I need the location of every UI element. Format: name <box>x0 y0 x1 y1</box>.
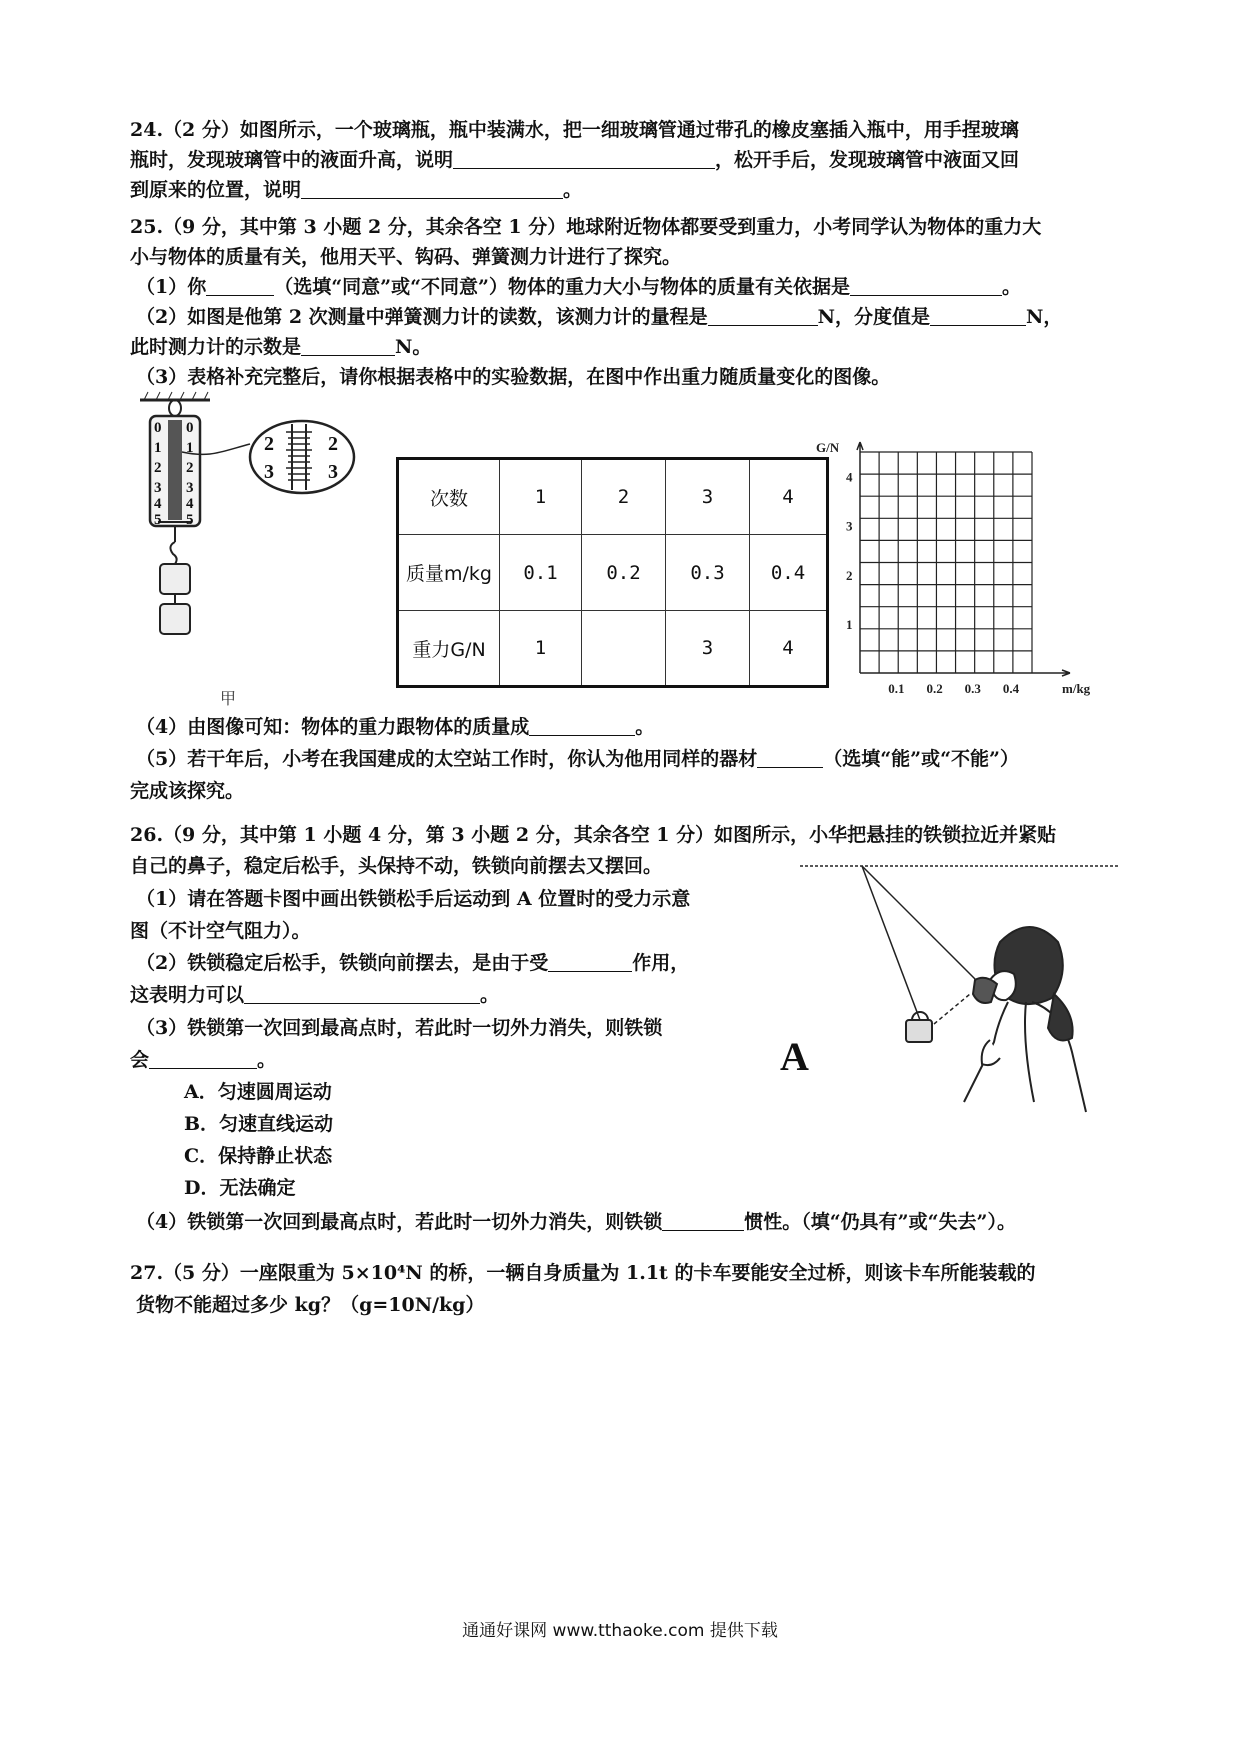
table-cell: 4 <box>750 611 828 687</box>
y-axis <box>857 442 863 673</box>
scale-number: 0 <box>154 420 162 436</box>
table-cell: 0.2 <box>582 535 666 611</box>
y-tick-label: 2 <box>846 567 853 583</box>
chart-axes <box>857 442 1070 676</box>
girl-with-lock-icon <box>800 866 1120 1112</box>
y-tick-label: 3 <box>846 518 853 534</box>
scale-number: 4 <box>154 496 162 512</box>
q25-text: （2）如图是他第 2 次测量中弹簧测力计的读数，该测力计的量程是 <box>136 306 708 328</box>
table-row <box>398 535 828 611</box>
spring-balance-figure <box>140 392 400 722</box>
q24-text: ，松开手后，发现玻璃管中液面又回 <box>715 149 1020 171</box>
scale-number: 2 <box>154 460 162 476</box>
q24-blank-1[interactable] <box>453 148 715 169</box>
q26-part3-cont <box>130 1045 276 1075</box>
table-row <box>398 611 828 687</box>
q26-part2 <box>136 948 689 978</box>
y-axis-label: G/N <box>816 440 840 455</box>
q26-text: （2）铁锁稳定后松手，铁锁向前摆去，是由于受 <box>136 952 549 974</box>
q26-part3: （3）铁锁第一次回到最高点时，若此时一切外力消失，则铁锁 <box>136 1017 663 1039</box>
scale-number: 4 <box>186 496 194 512</box>
zoom-label: 2 <box>328 433 338 455</box>
q25-text: N，分度值是 <box>817 306 931 328</box>
q25-line1: 25.（9 分，其中第 3 小题 2 分，其余各空 1 分）地球附近物体都要受到重力，小考同学认为物体的重力大 <box>130 216 1042 238</box>
q24-text: 瓶时，发现玻璃管中的液面升高，说明 <box>130 149 454 171</box>
table-cell: 0.4 <box>750 535 828 611</box>
option-d[interactable]: D．无法确定 <box>184 1177 296 1199</box>
q25-part3: （3）表格补充完整后，请你根据表格中的实验数据，在图中作出重力随质量变化的图像。 <box>136 366 891 388</box>
table-cell: 1 <box>500 611 582 687</box>
q25-blank-agree[interactable] <box>206 275 274 296</box>
q24-line3 <box>130 175 582 205</box>
q25-blank-range[interactable] <box>708 305 818 326</box>
zoom-label: 3 <box>264 461 274 483</box>
scale-number: 3 <box>186 480 194 496</box>
data-table <box>396 457 829 688</box>
q25-text: 。 <box>635 716 655 738</box>
table-cell: 0.1 <box>500 535 582 611</box>
footer-source: 通通好课网 www.tthaoke.com 提供下载 <box>462 1621 778 1641</box>
q25-blank-relation[interactable] <box>529 715 635 736</box>
q25-text: （选填“能”或“不能”） <box>823 748 1019 770</box>
q26-text: 作用， <box>632 952 690 974</box>
q24-text: 到原来的位置，说明 <box>130 179 302 201</box>
pendulum-girl-figure <box>780 862 1120 1132</box>
position-a-label: A <box>780 1034 809 1079</box>
table-cell: 次数 <box>398 459 500 535</box>
q26-text: （4）铁锁第一次回到最高点时，若此时一切外力消失，则铁锁 <box>136 1211 663 1233</box>
table-cell: 重力G/N <box>398 611 500 687</box>
x-tick-label: 0.2 <box>926 681 943 696</box>
scale-number: 1 <box>186 440 194 456</box>
chart-grid <box>860 452 1032 673</box>
q26-text: 会 <box>130 1049 150 1071</box>
scale-number: 1 <box>154 440 162 456</box>
q26-part4 <box>136 1207 1016 1237</box>
q27-line1: 27.（5 分）一座限重为 5×10⁴N 的桥，一辆自身质量为 1.1t 的卡车要能安全过桥，则该卡车所能装载的 <box>130 1262 1036 1284</box>
table-cell: 0.3 <box>666 535 750 611</box>
q26-text: 惯性。（填“仍具有”或“失去”）。 <box>744 1211 1016 1233</box>
x-tick-label: 0.3 <box>964 681 981 696</box>
table-cell: 质量m/kg <box>398 535 500 611</box>
zoom-label: 2 <box>264 433 274 455</box>
spring-balance-icon <box>140 392 354 634</box>
table-row <box>398 459 828 535</box>
q25-part1 <box>136 272 1021 302</box>
option-c[interactable]: C．保持静止状态 <box>184 1145 333 1167</box>
q26-text: 。 <box>257 1049 277 1071</box>
q25-part4 <box>136 712 654 742</box>
q24-blank-2[interactable] <box>301 178 563 199</box>
table-cell: 3 <box>666 459 750 535</box>
q25-text: 此时测力计的示数是 <box>130 336 302 358</box>
q26-blank-inertia[interactable] <box>662 1210 744 1231</box>
figure-label-jia: 甲 <box>220 691 237 708</box>
q24-text: 。 <box>563 179 583 201</box>
x-tick-label: 0.4 <box>1002 681 1020 696</box>
q25-blank-division[interactable] <box>930 305 1026 326</box>
q25-text: （选填“同意”或“不同意”）物体的重力大小与物体的质量有关依据是 <box>274 276 850 298</box>
q25-part2-cont <box>130 332 431 362</box>
q26-part2-cont <box>130 980 499 1010</box>
table-cell: 2 <box>582 459 666 535</box>
q25-blank-reason[interactable] <box>850 275 1002 296</box>
table-cell: 1 <box>500 459 582 535</box>
q25-text: （4）由图像可知：物体的重力跟物体的质量成 <box>136 716 530 738</box>
q25-blank-space[interactable] <box>757 747 823 768</box>
q27-line2: 货物不能超过多少 kg？（g=10N/kg） <box>136 1294 485 1316</box>
q26-line1: 26.（9 分，其中第 1 小题 4 分，第 3 小题 2 分，其余各空 1 分）如图所示，小华把悬挂的铁锁拉近并紧贴 <box>130 824 1057 846</box>
y-tick-label: 4 <box>846 469 853 485</box>
q25-text: N。 <box>395 336 432 358</box>
x-axis <box>860 670 1070 676</box>
q25-text: （1）你 <box>136 276 207 298</box>
scale-number: 2 <box>186 460 194 476</box>
q25-line2: 小与物体的质量有关，他用天平、钩码、弹簧测力计进行了探究。 <box>130 246 682 268</box>
q26-blank-effect[interactable] <box>244 983 480 1004</box>
q26-blank-force[interactable] <box>548 951 632 972</box>
q25-text: N， <box>1026 306 1063 328</box>
x-axis-label: m/kg <box>1062 681 1091 696</box>
y-tick-label: 1 <box>846 616 853 632</box>
x-tick-label: 0.1 <box>888 681 905 696</box>
q26-blank-motion[interactable] <box>149 1048 257 1069</box>
table-cell: 3 <box>666 611 750 687</box>
q25-text: 。 <box>1001 276 1021 298</box>
scale-number: 5 <box>154 512 162 528</box>
q26-text: 这表明力可以 <box>130 984 245 1006</box>
option-b[interactable]: B．匀速直线运动 <box>184 1113 334 1135</box>
scale-number: 3 <box>154 480 162 496</box>
q25-blank-reading[interactable] <box>301 335 395 356</box>
q26-text: 。 <box>480 984 500 1006</box>
q25-text: （5）若干年后，小考在我国建成的太空站工作时，你认为他用同样的器材 <box>136 748 758 770</box>
table-cell-blank[interactable] <box>582 611 666 687</box>
option-a[interactable]: A．匀速圆周运动 <box>184 1081 332 1103</box>
zoom-label: 3 <box>328 461 338 483</box>
scale-number: 5 <box>186 512 194 528</box>
table-cell: 4 <box>750 459 828 535</box>
q25-part5 <box>136 744 1019 774</box>
gravity-mass-chart[interactable] <box>816 440 1180 710</box>
q26-part1: （1）请在答题卡图中画出铁锁松手后运动到 A 位置时的受力示意 <box>136 888 691 910</box>
q26-line2: 自己的鼻子，稳定后松手，头保持不动，铁锁向前摆去又摆回。 <box>130 855 663 877</box>
q26-part1-cont: 图（不计空气阻力）。 <box>130 920 311 942</box>
q25-part2 <box>136 302 1062 332</box>
q24-line1: 24.（2 分）如图所示，一个玻璃瓶，瓶中装满水，把一细玻璃管通过带孔的橡皮塞插入瓶中，用手捏玻璃 <box>130 119 1019 141</box>
scale-number: 0 <box>186 420 194 436</box>
q24-line2 <box>130 145 1019 175</box>
q25-part5-cont: 完成该探究。 <box>130 780 245 802</box>
